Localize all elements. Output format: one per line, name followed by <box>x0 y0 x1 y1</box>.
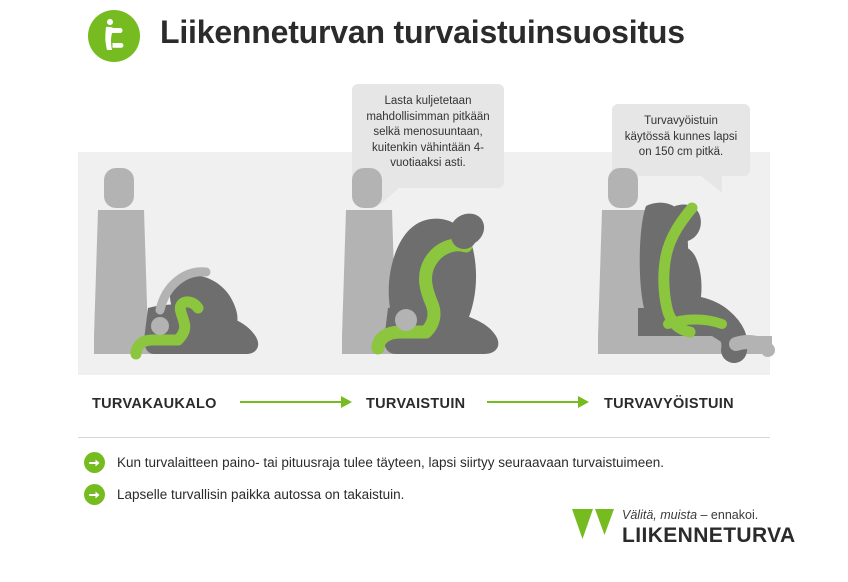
rear-facing-child-seat-illustration <box>330 158 530 388</box>
page-title: Liikenneturvan turvaistuinsuositus <box>160 14 685 50</box>
brand-tagline-plain: – ennakoi. <box>697 508 759 522</box>
rear-facing-infant-carrier-illustration <box>82 158 282 388</box>
note-text: Lapselle turvallisin paikka autossa on takaistuin. <box>117 487 405 502</box>
note-item <box>84 452 664 473</box>
speech-bubble-turvavyoistuin-text: Turvavyöistuin käytössä kunnes lapsi on 150 cm pitkä. <box>624 115 738 159</box>
stage-label-turvavyoistuin: TURVAVYÖISTUIN <box>604 396 734 412</box>
section-divider <box>78 437 770 438</box>
headrest-shape <box>104 168 134 208</box>
note-item <box>84 484 404 505</box>
arrow-head-icon <box>341 396 352 408</box>
arrow-shaft <box>240 401 341 403</box>
seat-back-shape <box>94 210 148 336</box>
seat-belt-lap-shape <box>668 320 722 325</box>
headrest-shape <box>608 168 638 208</box>
headrest-shape <box>352 168 382 208</box>
arrow-right-circle-icon <box>84 452 105 473</box>
arrow-right-circle-icon <box>84 484 105 505</box>
brand-tagline <box>622 508 758 522</box>
brand-name: LIIKENNETURVA <box>622 524 796 547</box>
arrow-shaft <box>487 401 578 403</box>
child-foot-shape <box>395 309 417 331</box>
arrow-turvaistuin-to-turvavyoistuin <box>487 396 589 408</box>
brand-footer <box>572 502 796 554</box>
header <box>0 0 848 72</box>
child-seat-icon <box>88 10 140 62</box>
brand-tagline-italic: Välitä, muista <box>622 508 698 522</box>
liikenneturva-chevron-logo <box>572 507 614 552</box>
arrow-head-icon <box>578 396 589 408</box>
stage-label-turvaistuin: TURVAISTUIN <box>366 396 466 412</box>
stage-label-turvakaukalo: TURVAKAUKALO <box>92 396 217 412</box>
booster-seat-illustration <box>586 158 786 388</box>
speech-bubble-turvaistuin-text: Lasta kuljetetaan mahdollisimman pitkään selkä menosuuntaan, kuitenkin vähintään 4-vuotiaaksi asti. <box>366 95 490 170</box>
arrow-turvakaukalo-to-turvaistuin <box>240 396 352 408</box>
child-head-shape <box>151 317 169 335</box>
child-feet-shape <box>736 342 768 350</box>
note-text: Kun turvalaitteen paino- tai pituusraja tulee täyteen, lapsi siirtyy seuraavaan turvaistuimeen. <box>117 455 665 470</box>
